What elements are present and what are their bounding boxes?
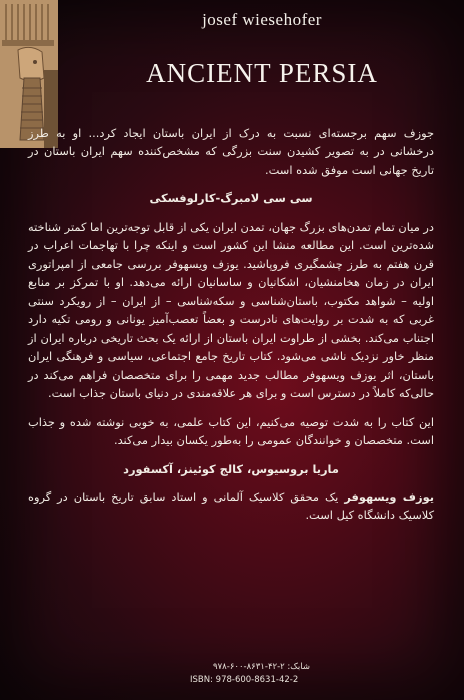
description-paragraph: در میان تمام تمدن‌های بزرگ جهان، تمدن ایران یکی از قابل توجه‌ترین اما کمتر شناخته شده‌ترین است. این مطالعه منشا این کشور است و اینکه چرا با تهاجمات اعراب در قرن هفتم به طرز چشمگیری فروپاشید. یوزف ویسهوفر بررسی جامعی از امپراتوری ایران در زمان هخامنشیان، اشکانیان و ساسانیان ارائه می‌دهد. او با تمرکز بر منابع اولیه – شواهد مکتوب، باستان‌شناسی و سکه‌شناسی – از ایران – از رویکرد سنتی غربی که به شدت بر روایت‌های نادرست و بعضاً تعصب‌آمیز یونانی و رومی تکیه دارد اجتناب می‌کند. بخشی از طراوت ایران باستان از ارائه یک بحث تاریخی درباره ایران از منظر خاور نزدیک ناشی می‌شود. کتاب تاریخ جامع اجتماعی، سیاسی و فرهنگی ایران باستان، اثر یوزف ویسهوفر مطالب جدید مهمی را برای متخصصان فراهم می‌کند در حالی‌که کاملاً در دسترس است و برای هر علاقه‌مندی در دنیای باستان جذاب است. [28, 219, 434, 401]
endorsement-signature: ماریا بروسیوس، کالج کوئینز، آکسفورد [123, 461, 339, 476]
back-cover-text [28, 124, 434, 535]
isbn-persian: شابک: ۲-۴۲-۸۶۳۱-۶۰۰-۹۷۸ [213, 662, 310, 672]
book-title: ANCIENT PERSIA [146, 58, 378, 88]
isbn-block [190, 661, 310, 687]
author-name: josef wiesehofer [202, 10, 322, 29]
author-bio [28, 488, 434, 525]
author-bio-text: یک محقق کلاسیک آلمانی و استاد سابق تاریخ باستان در گروه کلاسیک دانشگاه کیل است. [28, 489, 434, 523]
intro-quote-signature: سی سی لامبرگ-کارلوفسکی [149, 191, 313, 206]
author-bio-name: یوزف ویسهوفر [344, 489, 434, 504]
intro-quote: جوزف سهم برجسته‌ای نسبت به درک از ایران باستان ایجاد کرد... او به طرز درخشانی در به تصویر کشیدن سنت بزرگی که مشخص‌کننده سهم ایران باستان در تاریخ جهانی است موفق شده است. [28, 126, 434, 177]
endorsement-quote: این کتاب را به شدت توصیه می‌کنیم، این کتاب علمی، به خوبی نوشته شده و جذاب است. متخصصان و خوانندگان عمومی را به‌طور یکسان بیدار می‌کند. [28, 414, 434, 448]
isbn-latin: ISBN: 978-600-8631-42-2 [190, 675, 299, 686]
